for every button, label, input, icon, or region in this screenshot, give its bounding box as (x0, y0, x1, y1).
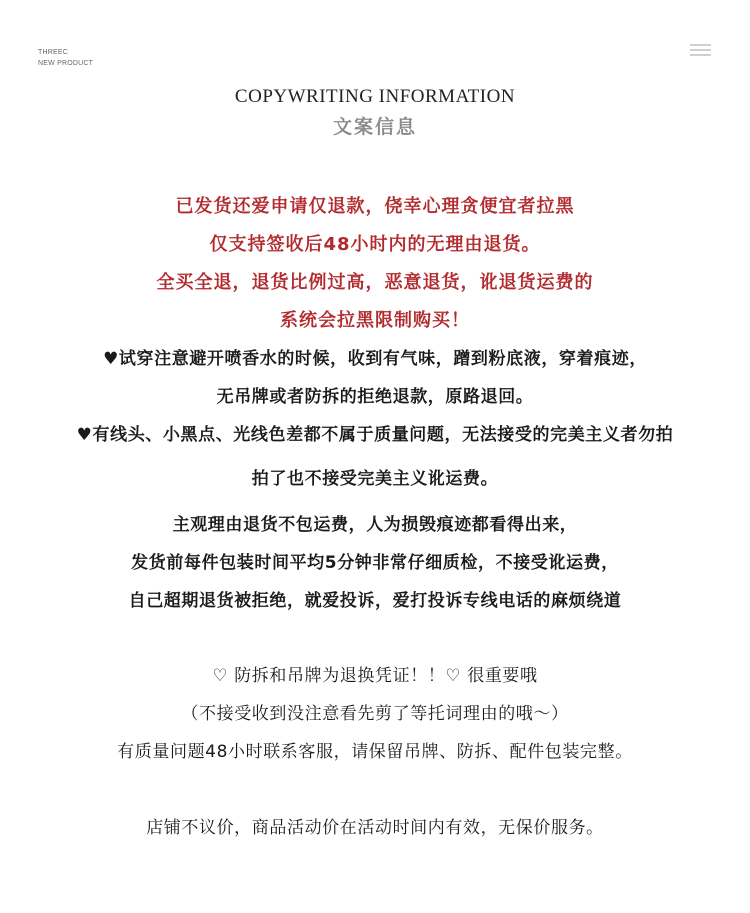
menu-icon[interactable] (690, 44, 711, 57)
warning-line-2: 仅支持签收后48小时内的无理由退货。 (209, 234, 541, 255)
brand-logo (38, 47, 93, 69)
note-line-4: 拍了也不接受完美主义讹运费。 (251, 469, 499, 489)
warning-line-4: 系统会拉黑限制购买！ (280, 310, 470, 331)
note-line-2: 无吊牌或者防拆的拒绝退款，原路退回。 (216, 387, 534, 407)
warning-line-3: 全买全退，退货比例过高，恶意退货，讹退货运费的 (156, 272, 594, 293)
policy-line-2: 发货前每件包装时间平均5分钟非常仔细质检，不接受讹运费， (131, 553, 619, 573)
policy-line-3: 自己超期退货被拒绝，就爱投诉，爱打投诉专线电话的麻烦绕道 (128, 591, 622, 611)
warning-line-1: 已发货还爱申请仅退款，侥幸心理贪便宜者拉黑 (175, 196, 575, 217)
page-title-cn: 文案信息 (332, 116, 417, 138)
policy-line-1: 主观理由退货不包运费，人为损毁痕迹都看得出来， (172, 515, 578, 535)
brand-name: THREEC (38, 49, 68, 56)
tag-line-1: ♡ 防拆和吊牌为退换凭证！！♡ 很重要哦 (212, 666, 538, 686)
footer-note: 店铺不议价，商品活动价在活动时间内有效，无保价服务。 (146, 818, 604, 838)
brand-tagline: NEW PRODUCT (38, 60, 94, 67)
page-title-en: COPYWRITING INFORMATION (234, 86, 516, 107)
note-line-1: ♥试穿注意避开喷香水的时候，收到有气味，蹭到粉底液，穿着痕迹， (103, 349, 647, 369)
tag-line-3: 有质量问题48小时联系客服，请保留吊牌、防拆、配件包装完整。 (117, 742, 633, 762)
note-line-3: ♥有线头、小黑点、光线色差都不属于质量问题，无法接受的完美主义者勿拍 (76, 425, 674, 445)
tag-line-2: （不接受收到没注意看先剪了等托词理由的哦～） (181, 704, 569, 724)
